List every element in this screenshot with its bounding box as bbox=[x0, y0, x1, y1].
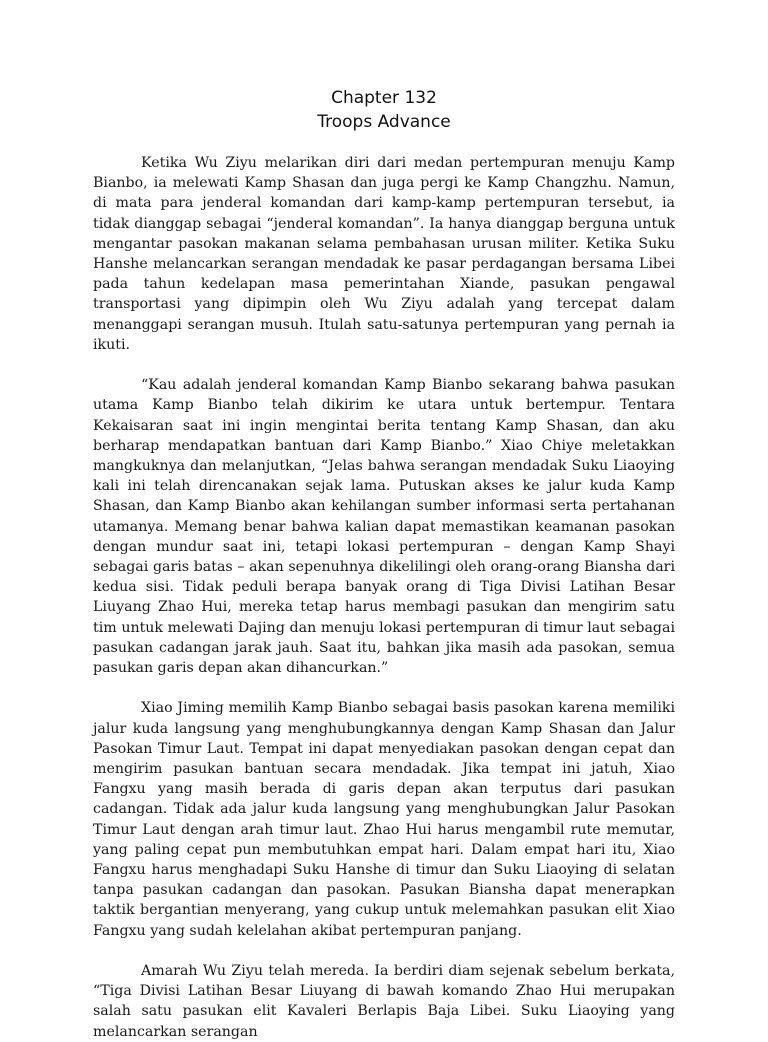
chapter-title: Troops Advance bbox=[317, 112, 451, 132]
chapter-number: Chapter 132 bbox=[331, 88, 437, 108]
paragraph-3: Xiao Jiming memilih Kamp Bianbo sebagai basis pasokan karena memiliki jalur kuda langsung yang menghubungkannya dengan Kamp Shasan dan Jalur Pasokan Timur Laut. Tempat ini dapat menyediakan pasokan dengan cepat dan mengirim pasukan bantuan secara mendadak. Jika tempat ini jatuh, Xiao Fangxu yang masih berada di garis depan akan terputus dari pasukan cadangan. Tidak ada jalur kuda langsung yang menghubungkan Jalur Pasokan Timur Laut dengan arah timur laut. Zhao Hui harus mengambil rute memutar, yang paling cepat pun membutuhkan empat hari. Dalam empat hari itu, Xiao Fangxu harus menghadapi Suku Hanshe di timur dan Suku Liaoying di selatan tanpa pasukan cadangan dan pasokan. Pasukan Biansha dapat menerapkan taktik bergantian menyerang, yang cukup untuk melemahkan pasukan elit Xiao Fangxu yang sudah kelelahan akibat pertempuran panjang. bbox=[93, 700, 675, 939]
chapter-body bbox=[93, 153, 675, 1042]
chapter-heading bbox=[0, 86, 768, 134]
paragraph-2: “Kau adalah jenderal komandan Kamp Bianbo sekarang bahwa pasukan utama Kamp Bianbo telah dikirim ke utara untuk bertempur. Tentara Kekaisaran saat ini ingin mengintai berita tentang Kamp Shasan, dan aku berharap mendapatkan bantuan dari Kamp Bianbo.” Xiao Chiye meletakkan mangkuknya dan melanjutkan, “Jelas bahwa serangan mendadak Suku Liaoying kali ini telah direncanakan sejak lama. Putuskan akses ke jalur kuda Kamp Shasan, dan Kamp Bianbo akan kehilangan sumber informasi serta pertahanan utamanya. Memang benar bahwa kalian dapat memastikan keamanan pasokan dengan mundur saat ini, tetapi lokasi pertempuran – dengan Kamp Shayi sebagai garis batas – akan sepenuhnya dikelilingi oleh orang-orang Biansha dari kedua sisi. Tidak peduli berapa banyak orang di Tiga Divisi Latihan Besar Liuyang Zhao Hui, mereka tetap harus membagi pasukan dan mengirim satu tim untuk melewati Dajing dan menuju lokasi pertempuran di timur laut sebagai pasukan cadangan jarak jauh. Saat itu, bahkan jika masih ada pasokan, semua pasukan garis depan akan dihancurkan.” bbox=[93, 377, 675, 677]
paragraph-1: Ketika Wu Ziyu melarikan diri dari medan pertempuran menuju Kamp Bianbo, ia melewati Kamp Shasan dan juga pergi ke Kamp Changzhu. Namun, di mata para jenderal komandan dari kamp-kamp pertempuran tersebut, ia tidak dianggap sebagai “jenderal komandan”. Ia hanya dianggap berguna untuk mengantar pasokan makanan selama pembahasan urusan militer. Ketika Suku Hanshe melancarkan serangan mendadak ke pasar perdagangan bersama Libei pada tahun kedelapan masa pemerintahan Xiande, pasukan pengawal transportasi yang dipimpin oleh Wu Ziyu adalah yang tercepat dalam menanggapi serangan musuh. Itulah satu-satunya pertempuran yang pernah ia ikuti. bbox=[93, 155, 675, 353]
paragraph-4: Amarah Wu Ziyu telah mereda. Ia berdiri diam sejenak sebelum berkata, “Tiga Divisi Latihan Besar Liuyang di bawah komando Zhao Hui merupakan salah satu pasukan elit Kavaleri Berlapis Baja Libei. Suku Liaoying yang melancarkan serangan bbox=[93, 963, 675, 1040]
